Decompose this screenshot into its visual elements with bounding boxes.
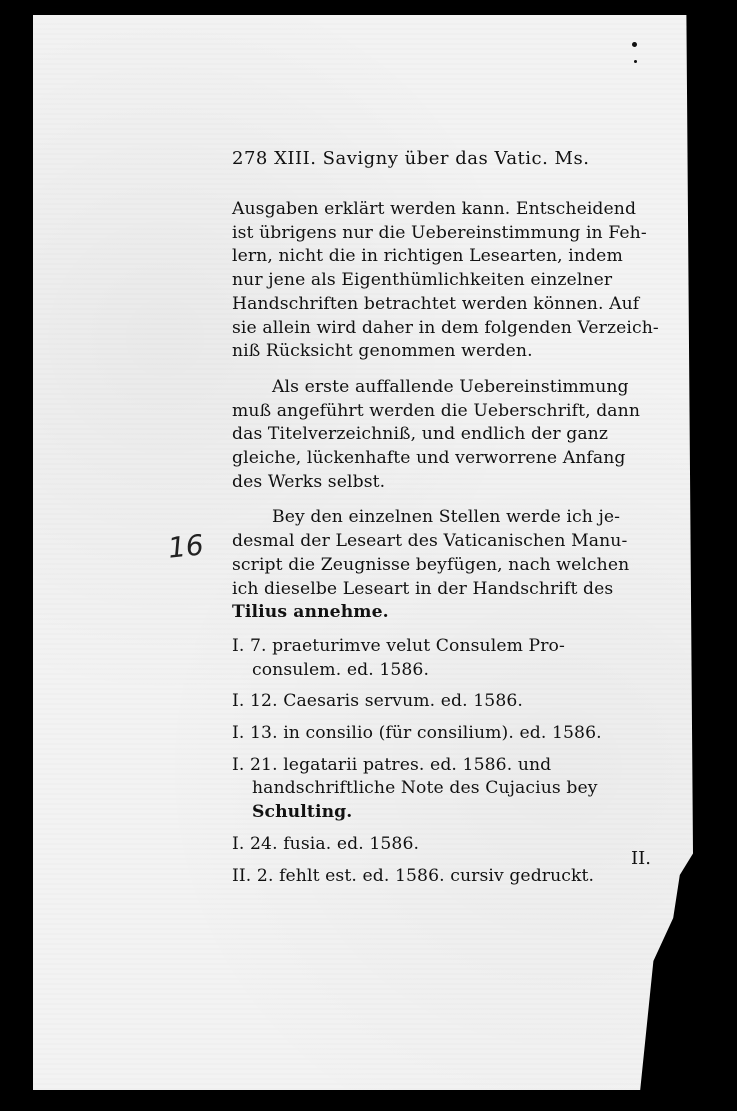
text-line: ich dieselbe Leseart in der Handschrift des xyxy=(232,578,614,599)
speck-mark xyxy=(634,60,637,63)
text-line: lern, nicht die in richtigen Lesearten, indem xyxy=(232,246,623,267)
list-item xyxy=(232,833,652,857)
list-item xyxy=(232,690,652,714)
text-line: Als erste auffallende Uebereinstimmung xyxy=(272,376,629,397)
entry-line: handschriftliche Note des Cujacius bey xyxy=(252,778,598,799)
text-line: niß Rücksicht genommen werden. xyxy=(232,341,533,362)
paragraph-1 xyxy=(232,198,659,364)
page-body xyxy=(232,198,659,888)
catchword: II. xyxy=(631,848,651,869)
list-item xyxy=(232,865,652,889)
entry-line: I. 21. legatarii patres. ed. 1586. und xyxy=(232,754,552,775)
list-item xyxy=(232,722,652,746)
entry-line: I. 12. Caesaris servum. ed. 1586. xyxy=(232,691,523,712)
speck-mark xyxy=(632,42,637,47)
entry-line: consulem. ed. 1586. xyxy=(252,659,430,680)
running-head: 278 XIII. Savigny über das Vatic. Ms. xyxy=(232,148,590,169)
text-line: Handschriften betrachtet werden können. Auf xyxy=(232,293,640,314)
entry-line: I. 24. fusia. ed. 1586. xyxy=(232,833,420,854)
entry-line: Schulting. xyxy=(252,802,353,823)
list-item xyxy=(232,754,652,825)
handwritten-margin-note: 16 xyxy=(166,528,206,565)
text-line: des Werks selbst. xyxy=(232,471,386,492)
text-line: gleiche, lückenhafte und verworrene Anfang xyxy=(232,448,626,469)
text-line: nur jene als Eigenthümlichkeiten einzelner xyxy=(232,270,613,291)
entry-line: I. 7. praeturimve velut Consulem Pro- xyxy=(232,635,565,656)
paragraph-3 xyxy=(232,506,652,625)
entry-line: I. 13. in consilio (für consilium). ed. 1586. xyxy=(232,723,602,744)
text-line: desmal der Leseart des Vaticanischen Manu- xyxy=(232,531,628,552)
text-line: script die Zeugnisse beyfügen, nach welchen xyxy=(232,554,630,575)
paragraph-2 xyxy=(232,376,652,495)
list-item xyxy=(232,635,652,682)
text-line: muß angeführt werden die Ueberschrift, dann xyxy=(232,400,640,421)
entry-line: II. 2. fehlt est. ed. 1586. cursiv gedruckt. xyxy=(232,865,595,886)
text-line: ist übrigens nur die Uebereinstimmung in Feh- xyxy=(232,222,647,243)
text-line: Ausgaben erklärt werden kann. Entscheidend xyxy=(232,199,637,219)
text-line: das Titelverzeichniß, und endlich der ganz xyxy=(232,424,608,445)
text-line: Bey den einzelnen Stellen werde ich je- xyxy=(272,507,621,528)
text-line: Tilius annehme. xyxy=(232,602,389,623)
text-line: sie allein wird daher in dem folgenden Verzeich- xyxy=(232,317,659,338)
